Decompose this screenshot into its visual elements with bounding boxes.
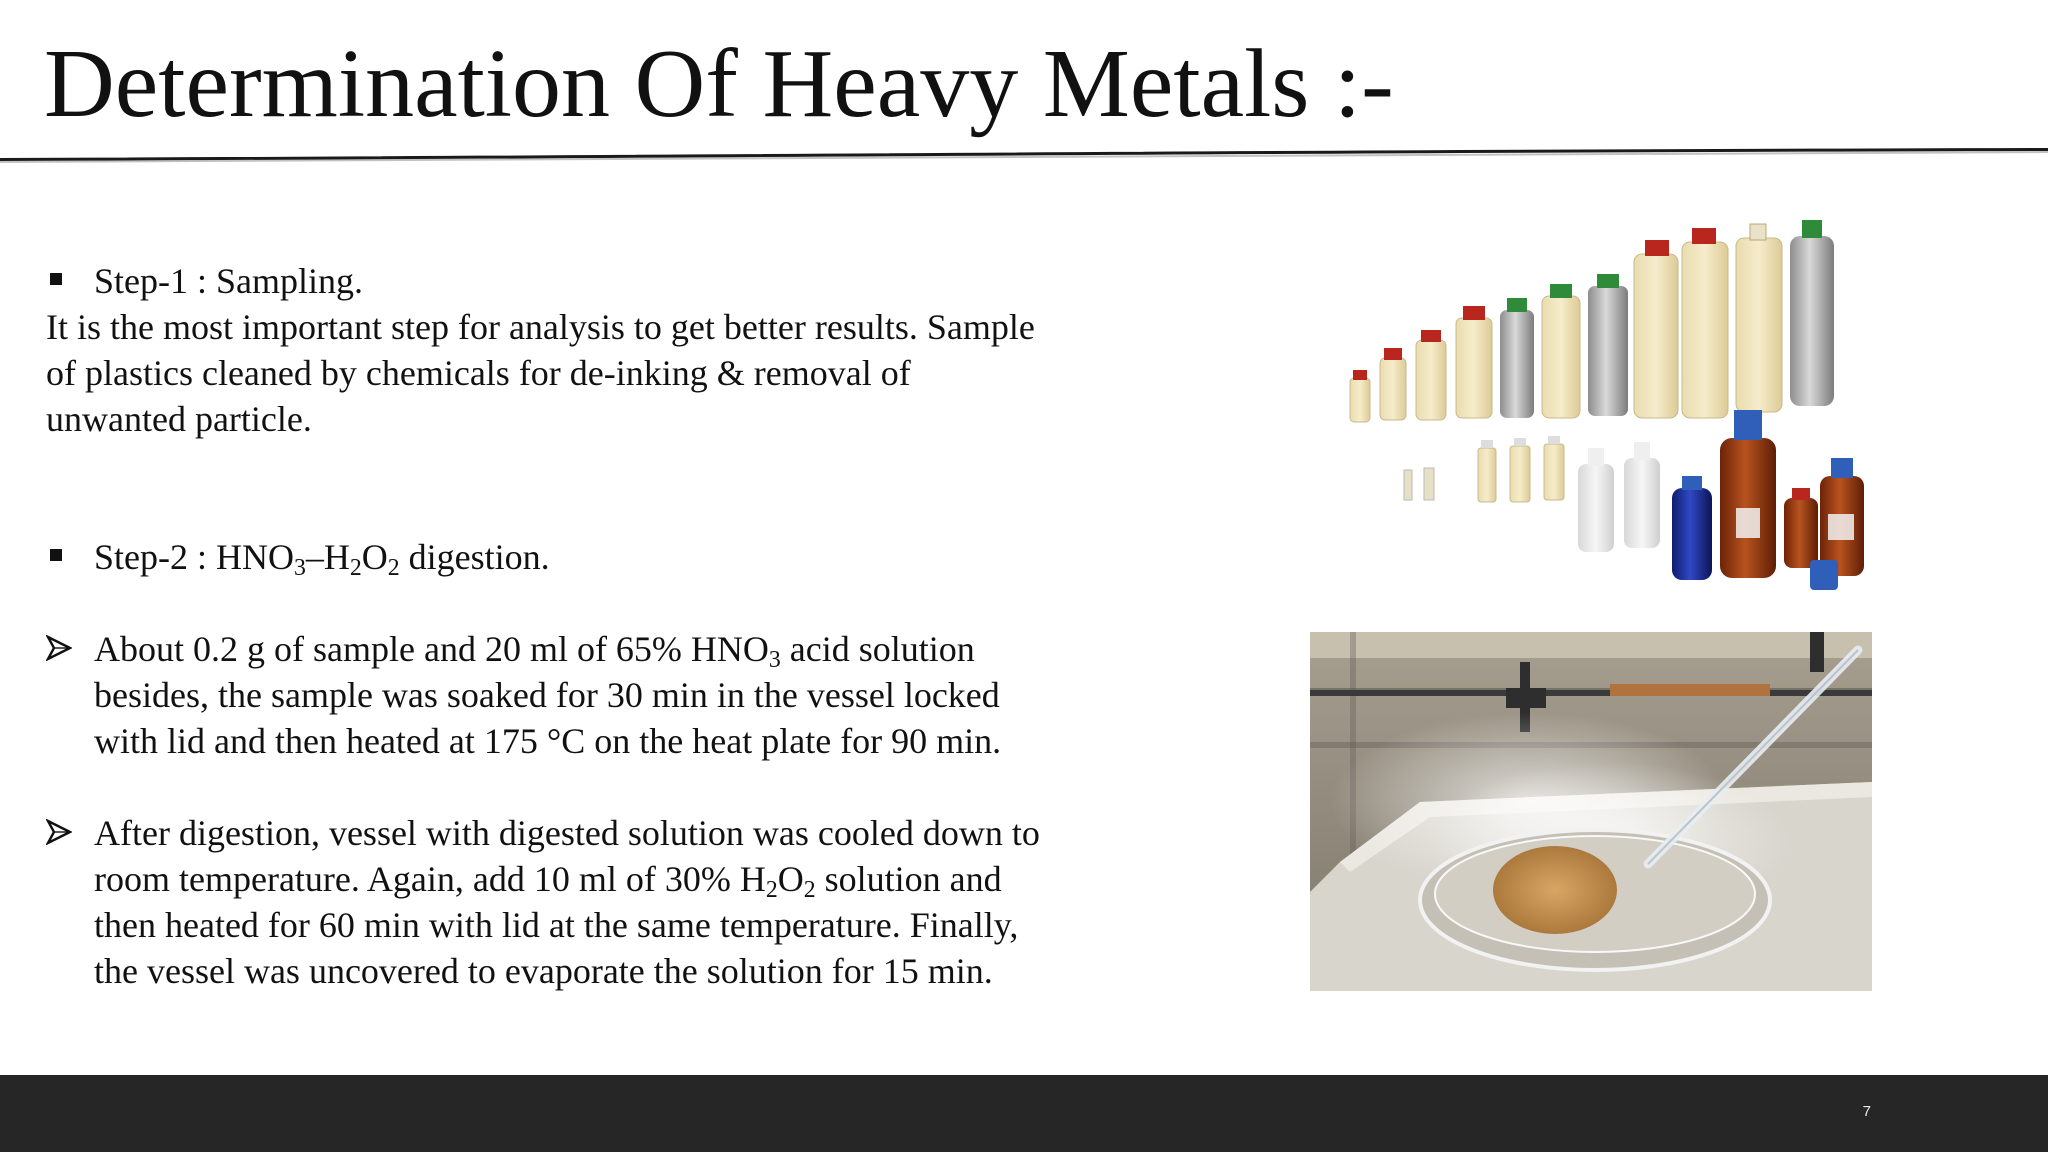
step1-line: It is the most important step for analysis to get better results. Sample [46, 307, 1035, 347]
slide-content [46, 258, 1126, 994]
title-underline [0, 144, 2048, 164]
digestion-item-1: About 0.2 g of sample and 20 ml of 65% $HNO_3$ acid solution besides, the sample was soaked for 30 min in the vessel locked with lid and then heated at 175 °C on the heat plate for 90 min. [46, 626, 1126, 764]
step1-line: of plastics cleaned by chemicals for de-inking & removal of [46, 353, 911, 393]
digestion-item-2: After digestion, vessel with digested solution was cooled down to room temperature. Again, add 10 ml of 30% $H_2O_2$ solution and then heated for 60 min with lid at the same temperature. Finally, the vessel was uncovered to evaporate the solution for 15 min. [46, 810, 1126, 994]
arrow-bullet-icon [46, 819, 72, 845]
step1-description [46, 304, 1126, 442]
digestion-hotplate-image [1310, 632, 1872, 991]
sample-bottles-image [1340, 208, 1880, 606]
square-bullet-icon [50, 549, 62, 561]
page-number: 7 [1862, 1103, 1871, 1120]
slide-footer [0, 1075, 2048, 1152]
arrow-bullet-icon [46, 635, 72, 661]
square-bullet-icon [50, 273, 62, 285]
bottle-row-top [1350, 220, 1834, 422]
slide-title: Determination Of Heavy Metals :- [44, 30, 1394, 138]
step2-heading: Step-2 : $HNO_3-H_2O_2$ digestion. [46, 534, 1126, 580]
step1-line: unwanted particle. [46, 399, 312, 439]
step1-heading: Step-1 : Sampling. [46, 258, 1126, 304]
bottle-row-bottom [1404, 410, 1864, 590]
